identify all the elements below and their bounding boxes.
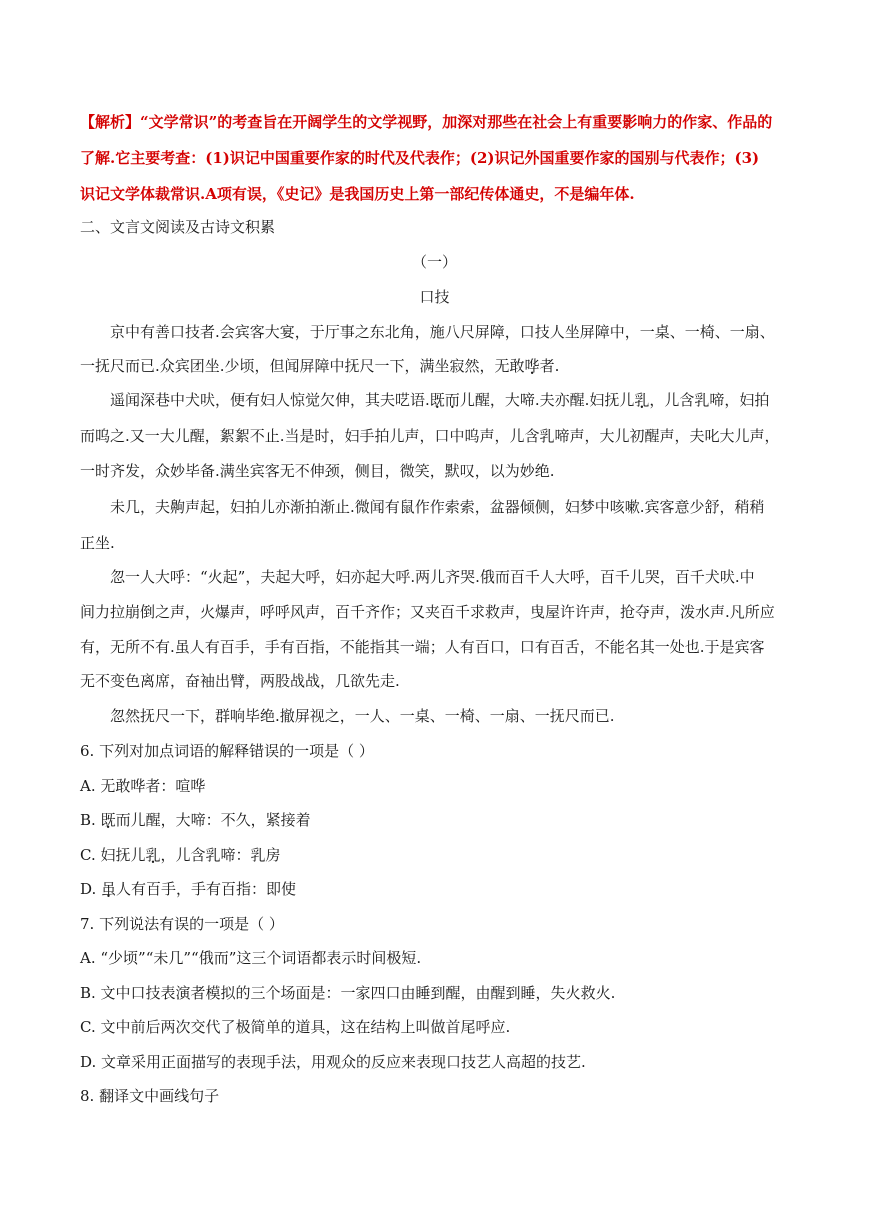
question-6-option-c: C. 妇抚儿乳，儿含乳啼：乳房 [80, 846, 281, 864]
analysis-line-1: 【解析】“文学常识”的考查旨在开阔学生的文学视野，加深对那些在社会上有重要影响力的作家、作品的 [80, 113, 773, 131]
emphasis-dot-word: 既 [429, 391, 445, 409]
passage-p3-line1: 未几，夫齁声起，妇拍儿亦渐拍渐止.微闻有鼠作作索索，盆器倾侧，妇梦中咳嗽.宾客意少舒，稍稍 [110, 498, 765, 516]
question-6-option-d: D. 虽人有百手，手有百指：即使 [80, 880, 297, 898]
question-6-option-a: A. 无敢哗者：喧哗 [80, 777, 206, 795]
question-7-option-a: A. “少顷”“未几”“俄而”这三个词语都表示时间极短. [80, 949, 422, 967]
part-label: （一） [411, 253, 457, 271]
emphasis-dot-word: 既 [100, 811, 116, 829]
passage-p2-line1: 遥闻深巷中犬吠，便有妇人惊觉欠伸，其夫呓语.既而儿醒，大啼.夫亦醒.妇抚儿乳，儿含乳啼，妇拍 [110, 391, 770, 409]
passage-title: 口技 [419, 288, 450, 306]
passage-p4-line2: 间力拉崩倒之声，火爆声，呼呼风声，百千齐作；又夹百千求救声，曳屋许许声，抢夺声，泼水声.凡所应 [80, 603, 775, 621]
question-7-option-c: C. 文中前后两次交代了极简单的道具，这在结构上叫做首尾呼应. [80, 1018, 511, 1036]
emphasis-dot-word: 乳 [634, 391, 650, 409]
passage-p2-line3: 一时齐发，众妙毕备.满坐宾客无不伸颈，侧目，微笑，默叹，以为妙绝. [80, 462, 555, 480]
analysis-line-3: 识记文学体裁常识.A项有误，《史记》是我国历史上第一部纪传体通史，不是编年体. [80, 185, 635, 203]
analysis-line-2: 了解.它主要考查：(1)识记中国重要作家的时代及代表作；(2)识记外国重要作家的国别与代表作；(3) [80, 149, 760, 167]
question-7-stem: 7. 下列说法有误的一项是（ ） [80, 915, 284, 933]
passage-p4-line4: 无不变色离席，奋袖出臂，两股战战，几欲先走. [80, 672, 400, 690]
emphasis-dot-word: 乳 [145, 846, 161, 864]
question-6-option-b: B. 既而儿醒，大啼：不久，紧接着 [80, 811, 311, 829]
passage-p1-line1: 京中有善口技者.会宾客大宴，于厅事之东北角，施八尺屏障，口技人坐屏障中，一桌、一椅、一扇、 [110, 323, 775, 341]
passage-p1-line2: 一抚尺而已.众宾团坐.少顷，但闻屏障中抚尺一下，满坐寂然，无敢哗者. [80, 357, 560, 375]
emphasis-dot-word: 虽 [101, 880, 117, 898]
section-heading: 二、文言文阅读及古诗文积累 [80, 218, 276, 236]
passage-p2-line2: 而呜之.又一大儿醒，絮絮不止.当是时，妇手拍儿声，口中呜声，儿含乳啼声，大儿初醒声，夫叱大儿声， [80, 427, 780, 445]
passage-p3-line2: 正坐. [80, 534, 115, 552]
passage-p4-line3: 有，无所不有.虽人有百手，手有百指，不能指其一端；人有百口，口有百舌，不能名其一处也.于是宾客 [80, 638, 765, 656]
passage-p5-line1: 忽然抚尺一下，群响毕绝.撤屏视之，一人、一桌、一椅、一扇、一抚尺而已. [110, 707, 615, 725]
question-6-stem: 6. 下列对加点词语的解释错误的一项是（ ） [80, 742, 374, 760]
passage-p4-line1: 忽一人大呼：“火起”，夫起大呼，妇亦起大呼.两儿齐哭.俄而百千人大呼，百千儿哭，百千犬吠.中 [110, 568, 755, 586]
question-7-option-d: D. 文章采用正面描写的表现手法，用观众的反应来表现口技艺人高超的技艺. [80, 1053, 586, 1071]
emphasis-dot-word: 而 [444, 391, 460, 409]
question-8-stem: 8. 翻译文中画线句子 [80, 1087, 220, 1105]
question-7-option-b: B. 文中口技表演者模拟的三个场面是：一家四口由睡到醒，由醒到睡，失火救火. [80, 984, 616, 1002]
emphasis-dot-word: 哗 [524, 357, 540, 375]
